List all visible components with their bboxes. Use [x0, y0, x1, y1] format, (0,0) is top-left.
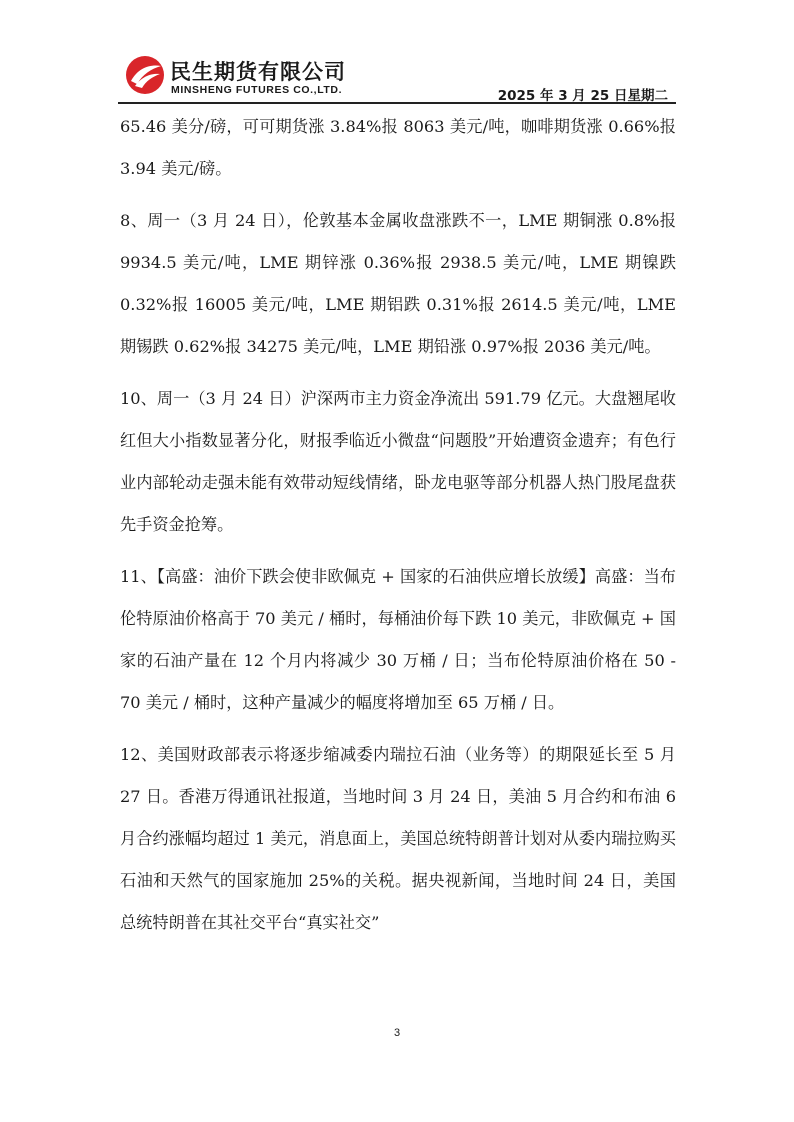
document-body [120, 106, 676, 954]
paragraph-softs-continued: 65.46 美分/磅，可可期货涨 3.84%报 8063 美元/吨，咖啡期货涨 0.66%报 3.94 美元/磅。 [120, 117, 676, 178]
paragraph-lme-metals: 8、周一（3 月 24 日），伦敦基本金属收盘涨跌不一，LME 期铜涨 0.8%报 9934.5 美元/吨，LME 期锌涨 0.36%报 2938.5 美元/吨，LME 期镍跌 0.32%报 16005 美元/吨，LME 期铝跌 0.31%报 2614.5 美元/吨，LME 期锡跌 0.62%报 34275 美元/吨，LME 期铅涨 0.97%报 2036 美元/吨。 [120, 211, 676, 356]
minsheng-logo-icon [124, 54, 166, 96]
company-logo [124, 54, 364, 98]
page-number: 3 [393, 1027, 401, 1039]
logo-english-name: MINSHENG FUTURES CO.,LTD. [171, 84, 343, 96]
paragraph-goldman-oil: 11、【高盛：油价下跌会使非欧佩克 + 国家的石油供应增长放缓】高盛：当布伦特原油价格高于 70 美元 / 桶时，每桶油价每下跌 10 美元，非欧佩克 + 国家的石油产量在 12 个月内将减少 30 万桶 / 日；当布伦特原油价格在 50 - 70 美元 / 桶时，这种产量减少的幅度将增加至 65 万桶 / 日。 [120, 567, 676, 712]
paragraph-venezuela-oil: 12、美国财政部表示将逐步缩减委内瑞拉石油（业务等）的期限延长至 5 月 27 日。香港万得通讯社报道，当地时间 3 月 24 日，美油 5 月合约和布油 6 月合约涨幅均超过 1 美元，消息面上，美国总统特朗普计划对从委内瑞拉购买石油和天然气的国家施加 25%的关税。据央视新闻，当地时间 24 日，美国总统特朗普在其社交平台“真实社交” [120, 745, 676, 932]
paragraph-capital-flow: 10、周一（3 月 24 日）沪深两市主力资金净流出 591.79 亿元。大盘翘尾收红但大小指数显著分化，财报季临近小微盘“问题股”开始遭资金遗弃；有色行业内部轮动走强未能有效带动短线情绪，卧龙电驱等部分机器人热门股尾盘获先手资金抢筹。 [120, 389, 676, 534]
logo-chinese-name: 民生期货有限公司 [170, 60, 346, 84]
page-header [118, 52, 676, 104]
report-date: 2025 年 3 月 25 日星期二 [497, 88, 668, 104]
header-divider [118, 102, 676, 104]
